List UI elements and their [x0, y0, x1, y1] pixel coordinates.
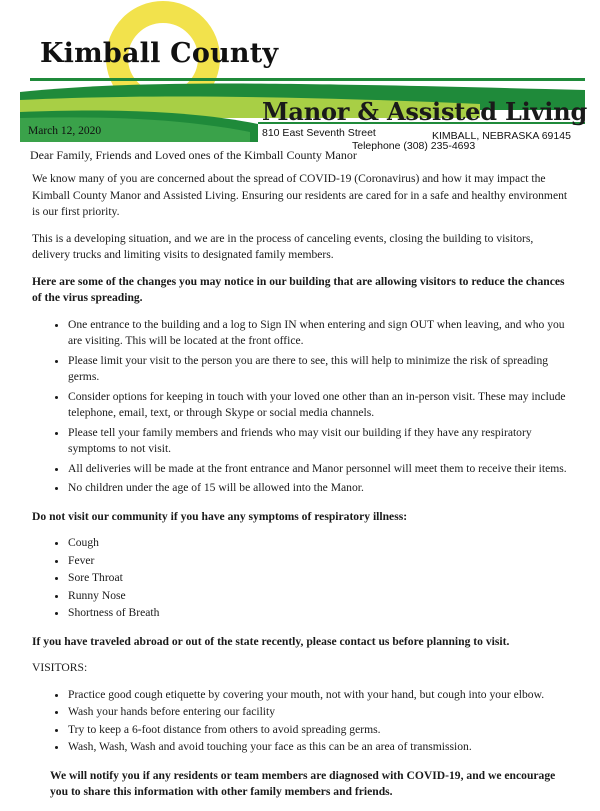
list-item: • Wash your hands before entering our facility [68, 704, 572, 721]
letterhead [0, 0, 600, 160]
facility-name: Manor & Assisted Living [262, 97, 588, 126]
list-item: • Consider options for keeping in touch with your loved one other than an in-person visit. These may include telephone, email, text, or through Skype or social media channels. [68, 389, 572, 422]
telephone: Telephone (308) 235-4693 [352, 140, 476, 152]
visitor-tips-list [32, 687, 572, 756]
list-item: • Sore Throat [68, 570, 572, 587]
list-item: • All deliveries will be made at the front entrance and Manor personnel will meet them to receive their items. [68, 461, 572, 478]
intro-paragraph: This is a developing situation, and we are in the process of canceling events, closing the building to visitors, delivery trucks and limiting visits to designated family members. [32, 231, 534, 261]
list-item: • No children under the age of 15 will be allowed into the Manor. [68, 480, 572, 497]
list-item: • Please limit your visit to the person you are there to see, this will help to minimize the risk of spreading germs. [68, 353, 572, 386]
symptoms-list [32, 535, 572, 622]
changes-list [32, 317, 572, 497]
letter-body [32, 171, 572, 811]
visitors-heading: VISITORS: [32, 661, 88, 674]
greeting: Dear Family, Friends and Loved ones of the Kimball County Manor [30, 148, 357, 162]
list-item: • Runny Nose [68, 588, 572, 605]
travel-notice: If you have traveled abroad or out of the state recently, please contact us before planning to visit. [32, 634, 510, 648]
list-item: • Shortness of Breath [68, 605, 572, 622]
list-item: • Fever [68, 553, 572, 570]
organization-name: Kimball County [40, 38, 279, 69]
symptoms-heading: Do not visit our community if you have any symptoms of respiratory illness: [32, 509, 408, 523]
list-item: • Wash, Wash, Wash and avoid touching your face as this can be an area of transmission. [68, 739, 572, 756]
list-item: • Practice good cough etiquette by covering your mouth, not with your hand, but cough into your elbow. [68, 687, 572, 704]
list-item: • Try to keep a 6-foot distance from others to avoid spreading germs. [68, 722, 572, 739]
street-address: 810 East Seventh Street [262, 127, 376, 139]
letter-date: March 12, 2020 [28, 125, 102, 137]
header-rule-top [30, 78, 585, 81]
list-item: • One entrance to the building and a log to Sign IN when entering and sign OUT when leaving, and who you are visiting. This will be located at the front office. [68, 317, 572, 350]
list-item: • Please tell your family members and friends who may visit our building if they have any respiratory symptoms to not visit. [68, 425, 572, 458]
closing-paragraph: We will notify you if any residents or team members are diagnosed with COVID-19, and we encourage you to share this information with other family members and friends. [50, 768, 556, 798]
changes-heading: Here are some of the changes you may notice in our building that are allowing visitors to reduce the chances of the virus spreading. [32, 274, 565, 304]
intro-paragraph: We know many of you are concerned about the spread of COVID-19 (Coronavirus) and how it may impact the Kimball County Manor and Assisted Living. Ensuring our residents are cared for in a safe and healthy environment is our first priority. [32, 172, 568, 218]
list-item: • Cough [68, 535, 572, 552]
city-state-zip: KIMBALL, NEBRASKA 69145 [432, 130, 571, 142]
